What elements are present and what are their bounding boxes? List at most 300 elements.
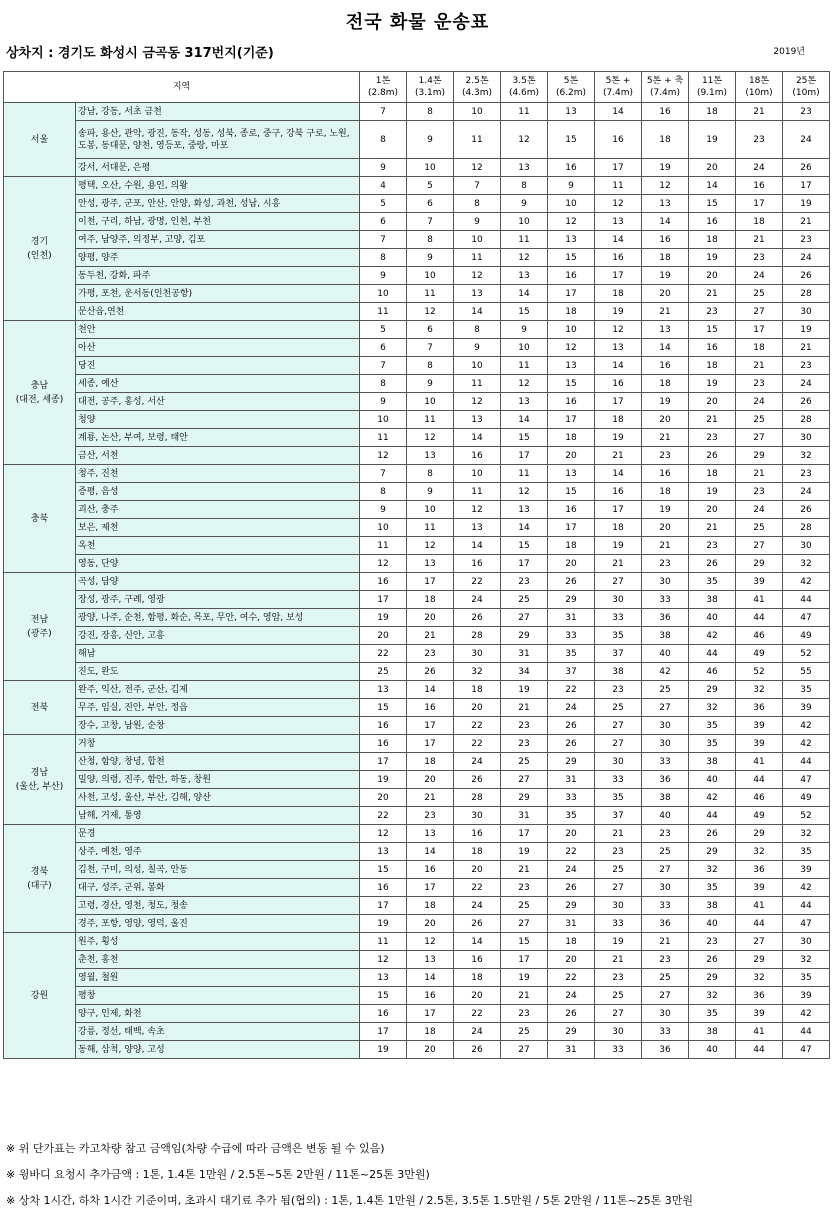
rate-cell: 36 xyxy=(736,699,783,717)
rate-cell: 8 xyxy=(360,121,407,159)
destination-cell: 양구, 인제, 화천 xyxy=(76,1005,360,1023)
rate-cell: 23 xyxy=(642,447,689,465)
rate-cell: 13 xyxy=(360,843,407,861)
rate-cell: 33 xyxy=(595,1041,642,1059)
rate-cell: 13 xyxy=(548,465,595,483)
rate-cell: 22 xyxy=(548,681,595,699)
rate-cell: 28 xyxy=(783,519,830,537)
rate-cell: 26 xyxy=(689,951,736,969)
region-name: 전북 xyxy=(30,702,49,713)
rate-cell: 19 xyxy=(642,501,689,519)
rate-cell: 7 xyxy=(360,465,407,483)
rate-cell: 17 xyxy=(360,897,407,915)
rate-cell: 39 xyxy=(783,699,830,717)
table-row xyxy=(4,825,830,843)
region-name: (대전, 세종) xyxy=(15,394,64,405)
rate-cell: 18 xyxy=(595,519,642,537)
freight-rate-table xyxy=(3,71,830,1059)
destination-cell: 괴산, 충주 xyxy=(76,501,360,519)
rate-cell: 33 xyxy=(595,609,642,627)
rate-cell: 18 xyxy=(407,591,454,609)
rate-cell: 16 xyxy=(595,483,642,501)
rate-cell: 36 xyxy=(642,609,689,627)
rate-cell: 16 xyxy=(595,375,642,393)
rate-cell: 27 xyxy=(595,1005,642,1023)
rate-cell: 21 xyxy=(595,447,642,465)
rate-cell: 49 xyxy=(783,627,830,645)
destination-cell: 대구, 성주, 군위, 봉화 xyxy=(76,879,360,897)
destination-cell: 평택, 오산, 수원, 용인, 의왕 xyxy=(76,177,360,195)
destination-cell: 영월, 철원 xyxy=(76,969,360,987)
truck-column-header xyxy=(501,72,548,103)
table-row xyxy=(4,951,830,969)
rate-cell: 44 xyxy=(689,645,736,663)
table-row xyxy=(4,789,830,807)
rate-cell: 27 xyxy=(642,861,689,879)
destination-cell: 강진, 장흥, 신안, 고흥 xyxy=(76,627,360,645)
rate-cell: 8 xyxy=(501,177,548,195)
table-row xyxy=(4,231,830,249)
rate-cell: 16 xyxy=(736,177,783,195)
rate-cell: 44 xyxy=(783,753,830,771)
rate-cell: 21 xyxy=(783,213,830,231)
destination-cell: 밀양, 의령, 진주, 함안, 하동, 창원 xyxy=(76,771,360,789)
destination-cell: 춘천, 홍천 xyxy=(76,951,360,969)
table-row xyxy=(4,213,830,231)
rate-cell: 25 xyxy=(642,681,689,699)
rate-cell: 7 xyxy=(360,357,407,375)
rate-cell: 9 xyxy=(501,195,548,213)
rate-cell: 26 xyxy=(783,267,830,285)
rate-cell: 20 xyxy=(548,951,595,969)
rate-cell: 13 xyxy=(548,231,595,249)
rate-cell: 16 xyxy=(642,103,689,121)
rate-cell: 16 xyxy=(689,213,736,231)
rate-cell: 42 xyxy=(783,1005,830,1023)
rate-cell: 19 xyxy=(360,1041,407,1059)
rate-cell: 39 xyxy=(736,1005,783,1023)
rate-cell: 17 xyxy=(548,519,595,537)
rate-cell: 27 xyxy=(501,915,548,933)
rate-cell: 18 xyxy=(454,681,501,699)
rate-cell: 11 xyxy=(501,103,548,121)
rate-cell: 30 xyxy=(595,753,642,771)
table-row xyxy=(4,249,830,267)
destination-cell: 여주, 남양주, 의정부, 고양, 김포 xyxy=(76,231,360,249)
rate-cell: 24 xyxy=(736,267,783,285)
rate-cell: 23 xyxy=(407,645,454,663)
rate-cell: 20 xyxy=(360,789,407,807)
truck-length: (9.1m) xyxy=(696,88,728,98)
rate-cell: 29 xyxy=(548,897,595,915)
region-name: 경기 xyxy=(30,236,49,247)
rate-cell: 18 xyxy=(689,103,736,121)
rate-cell: 37 xyxy=(595,645,642,663)
rate-cell: 16 xyxy=(548,267,595,285)
rate-cell: 11 xyxy=(595,177,642,195)
rate-cell: 12 xyxy=(501,249,548,267)
rate-cell: 9 xyxy=(360,501,407,519)
rate-cell: 13 xyxy=(548,103,595,121)
truck-length: (4.6m) xyxy=(508,88,540,98)
rate-cell: 20 xyxy=(454,987,501,1005)
rate-cell: 16 xyxy=(548,159,595,177)
table-row xyxy=(4,339,830,357)
rate-cell: 55 xyxy=(783,663,830,681)
rate-cell: 41 xyxy=(736,897,783,915)
rate-cell: 44 xyxy=(783,1023,830,1041)
region-cell xyxy=(4,573,76,681)
table-row xyxy=(4,1023,830,1041)
rate-cell: 22 xyxy=(548,843,595,861)
rate-cell: 20 xyxy=(407,1041,454,1059)
rate-cell: 10 xyxy=(454,231,501,249)
rate-cell: 11 xyxy=(454,249,501,267)
rate-cell: 39 xyxy=(783,861,830,879)
rate-cell: 42 xyxy=(783,573,830,591)
rate-cell: 15 xyxy=(501,303,548,321)
rate-cell: 23 xyxy=(736,121,783,159)
truck-tonnage: 25톤 xyxy=(795,76,817,86)
rate-cell: 24 xyxy=(736,159,783,177)
rate-cell: 6 xyxy=(360,339,407,357)
rate-cell: 20 xyxy=(407,609,454,627)
rate-cell: 24 xyxy=(736,501,783,519)
truck-length: (7.4m) xyxy=(602,88,634,98)
rate-cell: 21 xyxy=(407,789,454,807)
table-row xyxy=(4,357,830,375)
region-cell xyxy=(4,177,76,321)
rate-cell: 22 xyxy=(360,807,407,825)
rate-cell: 16 xyxy=(360,717,407,735)
region-name: 전남 xyxy=(30,614,49,625)
rate-cell: 11 xyxy=(501,465,548,483)
rate-cell: 14 xyxy=(501,285,548,303)
rate-cell: 25 xyxy=(736,411,783,429)
rate-cell: 25 xyxy=(642,843,689,861)
rate-cell: 14 xyxy=(407,681,454,699)
table-row xyxy=(4,1041,830,1059)
destination-cell: 남해, 거제, 통영 xyxy=(76,807,360,825)
rate-cell: 38 xyxy=(595,663,642,681)
rate-cell: 46 xyxy=(689,663,736,681)
rate-cell: 14 xyxy=(454,303,501,321)
rate-cell: 19 xyxy=(689,121,736,159)
rate-cell: 32 xyxy=(783,825,830,843)
rate-cell: 8 xyxy=(454,321,501,339)
rate-cell: 13 xyxy=(407,555,454,573)
truck-column-header xyxy=(548,72,595,103)
region-cell xyxy=(4,681,76,735)
rate-cell: 12 xyxy=(360,951,407,969)
rate-cell: 18 xyxy=(407,753,454,771)
rate-cell: 35 xyxy=(595,789,642,807)
rate-cell: 47 xyxy=(783,771,830,789)
rate-cell: 26 xyxy=(689,555,736,573)
rate-cell: 32 xyxy=(736,681,783,699)
rate-cell: 25 xyxy=(501,1023,548,1041)
rate-cell: 44 xyxy=(736,915,783,933)
rate-cell: 16 xyxy=(360,573,407,591)
rate-cell: 10 xyxy=(360,411,407,429)
rate-cell: 49 xyxy=(736,645,783,663)
rate-cell: 38 xyxy=(689,753,736,771)
region-cell xyxy=(4,735,76,825)
table-row xyxy=(4,735,830,753)
region-name: 서울 xyxy=(30,134,49,145)
rate-cell: 23 xyxy=(501,573,548,591)
rate-cell: 25 xyxy=(501,897,548,915)
rate-cell: 8 xyxy=(407,103,454,121)
rate-cell: 30 xyxy=(642,735,689,753)
rate-cell: 11 xyxy=(454,375,501,393)
rate-cell: 14 xyxy=(642,339,689,357)
rate-cell: 30 xyxy=(454,807,501,825)
rate-cell: 23 xyxy=(642,555,689,573)
rate-cell: 44 xyxy=(783,897,830,915)
rate-cell: 10 xyxy=(407,501,454,519)
rate-cell: 12 xyxy=(501,121,548,159)
truck-tonnage: 5톤 + xyxy=(605,76,631,86)
rate-cell: 27 xyxy=(595,735,642,753)
rate-cell: 16 xyxy=(407,987,454,1005)
rate-cell: 26 xyxy=(454,771,501,789)
rate-cell: 12 xyxy=(642,177,689,195)
rate-cell: 23 xyxy=(407,807,454,825)
rate-cell: 11 xyxy=(360,933,407,951)
rate-cell: 30 xyxy=(783,429,830,447)
destination-cell: 증평, 음성 xyxy=(76,483,360,501)
rate-cell: 39 xyxy=(783,987,830,1005)
rate-cell: 23 xyxy=(783,357,830,375)
rate-cell: 8 xyxy=(407,357,454,375)
rate-cell: 16 xyxy=(454,555,501,573)
destination-cell: 무주, 임실, 진안, 부안, 정읍 xyxy=(76,699,360,717)
rate-cell: 29 xyxy=(548,753,595,771)
rate-cell: 46 xyxy=(736,789,783,807)
rate-cell: 16 xyxy=(454,825,501,843)
rate-cell: 22 xyxy=(548,969,595,987)
rate-cell: 29 xyxy=(736,825,783,843)
rate-cell: 20 xyxy=(407,915,454,933)
table-row xyxy=(4,609,830,627)
rate-cell: 23 xyxy=(689,429,736,447)
region-name: 강원 xyxy=(30,990,49,1001)
rate-cell: 17 xyxy=(407,717,454,735)
table-row xyxy=(4,103,830,121)
rate-cell: 44 xyxy=(689,807,736,825)
rate-cell: 33 xyxy=(642,897,689,915)
rate-cell: 52 xyxy=(783,645,830,663)
rate-cell: 23 xyxy=(595,681,642,699)
table-row xyxy=(4,753,830,771)
destination-cell: 산청, 함양, 창녕, 합천 xyxy=(76,753,360,771)
page-title: 전국 화물 운송표 xyxy=(345,12,490,33)
table-row xyxy=(4,573,830,591)
rate-cell: 30 xyxy=(642,573,689,591)
rate-cell: 32 xyxy=(783,951,830,969)
rate-cell: 13 xyxy=(407,951,454,969)
rate-cell: 35 xyxy=(783,843,830,861)
rate-cell: 13 xyxy=(642,195,689,213)
rate-cell: 16 xyxy=(595,249,642,267)
rate-cell: 29 xyxy=(501,789,548,807)
table-row xyxy=(4,861,830,879)
rate-cell: 27 xyxy=(736,303,783,321)
rate-cell: 25 xyxy=(642,969,689,987)
rate-cell: 14 xyxy=(407,969,454,987)
rate-cell: 9 xyxy=(454,339,501,357)
table-row xyxy=(4,177,830,195)
rate-cell: 22 xyxy=(454,573,501,591)
rate-cell: 17 xyxy=(360,591,407,609)
table-row xyxy=(4,843,830,861)
table-row xyxy=(4,465,830,483)
rate-cell: 23 xyxy=(501,879,548,897)
rate-cell: 21 xyxy=(689,411,736,429)
rate-cell: 17 xyxy=(360,1023,407,1041)
destination-cell: 보은, 제천 xyxy=(76,519,360,537)
table-row xyxy=(4,807,830,825)
rate-cell: 6 xyxy=(407,321,454,339)
truck-length: (10m) xyxy=(792,88,820,98)
rate-cell: 25 xyxy=(736,519,783,537)
rate-cell: 25 xyxy=(360,663,407,681)
rate-cell: 28 xyxy=(783,411,830,429)
rate-cell: 12 xyxy=(407,429,454,447)
region-name: (광주) xyxy=(27,628,52,639)
rate-cell: 10 xyxy=(407,393,454,411)
rate-cell: 27 xyxy=(642,987,689,1005)
rate-cell: 17 xyxy=(736,321,783,339)
rate-cell: 33 xyxy=(548,627,595,645)
region-name: 경북 xyxy=(30,866,49,877)
rate-cell: 22 xyxy=(454,717,501,735)
rate-cell: 15 xyxy=(548,375,595,393)
rate-cell: 11 xyxy=(360,429,407,447)
destination-cell: 장성, 광주, 구례, 영광 xyxy=(76,591,360,609)
rate-cell: 21 xyxy=(736,465,783,483)
rate-cell: 35 xyxy=(548,645,595,663)
rate-cell: 5 xyxy=(360,195,407,213)
destination-cell: 거창 xyxy=(76,735,360,753)
rate-cell: 16 xyxy=(360,735,407,753)
rate-cell: 23 xyxy=(689,303,736,321)
rate-cell: 38 xyxy=(642,789,689,807)
rate-cell: 4 xyxy=(360,177,407,195)
rate-cell: 28 xyxy=(454,627,501,645)
rate-cell: 11 xyxy=(501,357,548,375)
rate-cell: 42 xyxy=(642,663,689,681)
rate-cell: 32 xyxy=(736,969,783,987)
rate-cell: 22 xyxy=(454,879,501,897)
rate-cell: 30 xyxy=(595,1023,642,1041)
rate-cell: 29 xyxy=(548,591,595,609)
truck-length: (2.8m) xyxy=(367,88,399,98)
destination-cell: 계룡, 논산, 부여, 보령, 태안 xyxy=(76,429,360,447)
rate-cell: 29 xyxy=(689,843,736,861)
rate-cell: 17 xyxy=(501,825,548,843)
rate-cell: 15 xyxy=(360,699,407,717)
rate-cell: 17 xyxy=(407,1005,454,1023)
rate-cell: 35 xyxy=(783,681,830,699)
region-name: (대구) xyxy=(27,880,52,891)
rate-cell: 12 xyxy=(360,447,407,465)
rate-cell: 21 xyxy=(642,303,689,321)
rate-cell: 21 xyxy=(642,537,689,555)
rate-cell: 18 xyxy=(642,375,689,393)
rate-cell: 13 xyxy=(454,285,501,303)
rate-cell: 8 xyxy=(407,231,454,249)
rate-cell: 15 xyxy=(501,933,548,951)
table-header-row xyxy=(4,72,830,103)
rate-cell: 12 xyxy=(360,555,407,573)
rate-cell: 26 xyxy=(548,735,595,753)
rate-cell: 23 xyxy=(501,717,548,735)
truck-column-header xyxy=(689,72,736,103)
rate-cell: 18 xyxy=(595,285,642,303)
rate-cell: 10 xyxy=(360,285,407,303)
truck-column-header xyxy=(783,72,830,103)
rate-cell: 25 xyxy=(595,987,642,1005)
rate-cell: 9 xyxy=(454,213,501,231)
rate-cell: 30 xyxy=(642,717,689,735)
rate-cell: 10 xyxy=(454,103,501,121)
rate-cell: 34 xyxy=(501,663,548,681)
rate-cell: 23 xyxy=(783,465,830,483)
rate-cell: 19 xyxy=(501,969,548,987)
destination-cell: 대전, 공주, 홍성, 서산 xyxy=(76,393,360,411)
rate-cell: 15 xyxy=(689,195,736,213)
footnote: ※ 상차 1시간, 하차 1시간 기준이며, 초과시 대기료 추가 됨(협의) : 1톤, 1.4톤 1만원 / 2.5톤, 3.5톤 1.5만원 / 5톤 2만원 / 11톤~25톤 3만원 xyxy=(6,1194,693,1207)
table-row xyxy=(4,717,830,735)
destination-cell: 천안 xyxy=(76,321,360,339)
table-row xyxy=(4,429,830,447)
rate-cell: 17 xyxy=(407,573,454,591)
rate-cell: 19 xyxy=(595,303,642,321)
rate-cell: 17 xyxy=(501,951,548,969)
rate-cell: 17 xyxy=(548,411,595,429)
rate-cell: 14 xyxy=(595,231,642,249)
rate-cell: 52 xyxy=(783,807,830,825)
rate-cell: 27 xyxy=(736,537,783,555)
rate-cell: 15 xyxy=(548,483,595,501)
rate-cell: 12 xyxy=(548,213,595,231)
rate-cell: 11 xyxy=(407,285,454,303)
table-row xyxy=(4,627,830,645)
destination-cell: 평창 xyxy=(76,987,360,1005)
rate-cell: 19 xyxy=(689,375,736,393)
rate-cell: 26 xyxy=(689,447,736,465)
rate-cell: 42 xyxy=(783,717,830,735)
rate-cell: 21 xyxy=(595,825,642,843)
rate-cell: 24 xyxy=(783,375,830,393)
rate-cell: 15 xyxy=(360,987,407,1005)
truck-tonnage: 2.5톤 xyxy=(465,76,489,86)
rate-cell: 35 xyxy=(548,807,595,825)
region-name: (울산, 부산) xyxy=(15,781,64,792)
rate-cell: 30 xyxy=(595,591,642,609)
rate-cell: 17 xyxy=(595,267,642,285)
rate-cell: 16 xyxy=(407,861,454,879)
rate-cell: 28 xyxy=(783,285,830,303)
rate-cell: 22 xyxy=(454,735,501,753)
rate-cell: 5 xyxy=(360,321,407,339)
rate-cell: 16 xyxy=(642,357,689,375)
rate-cell: 22 xyxy=(360,645,407,663)
rate-cell: 27 xyxy=(595,879,642,897)
table-row xyxy=(4,645,830,663)
